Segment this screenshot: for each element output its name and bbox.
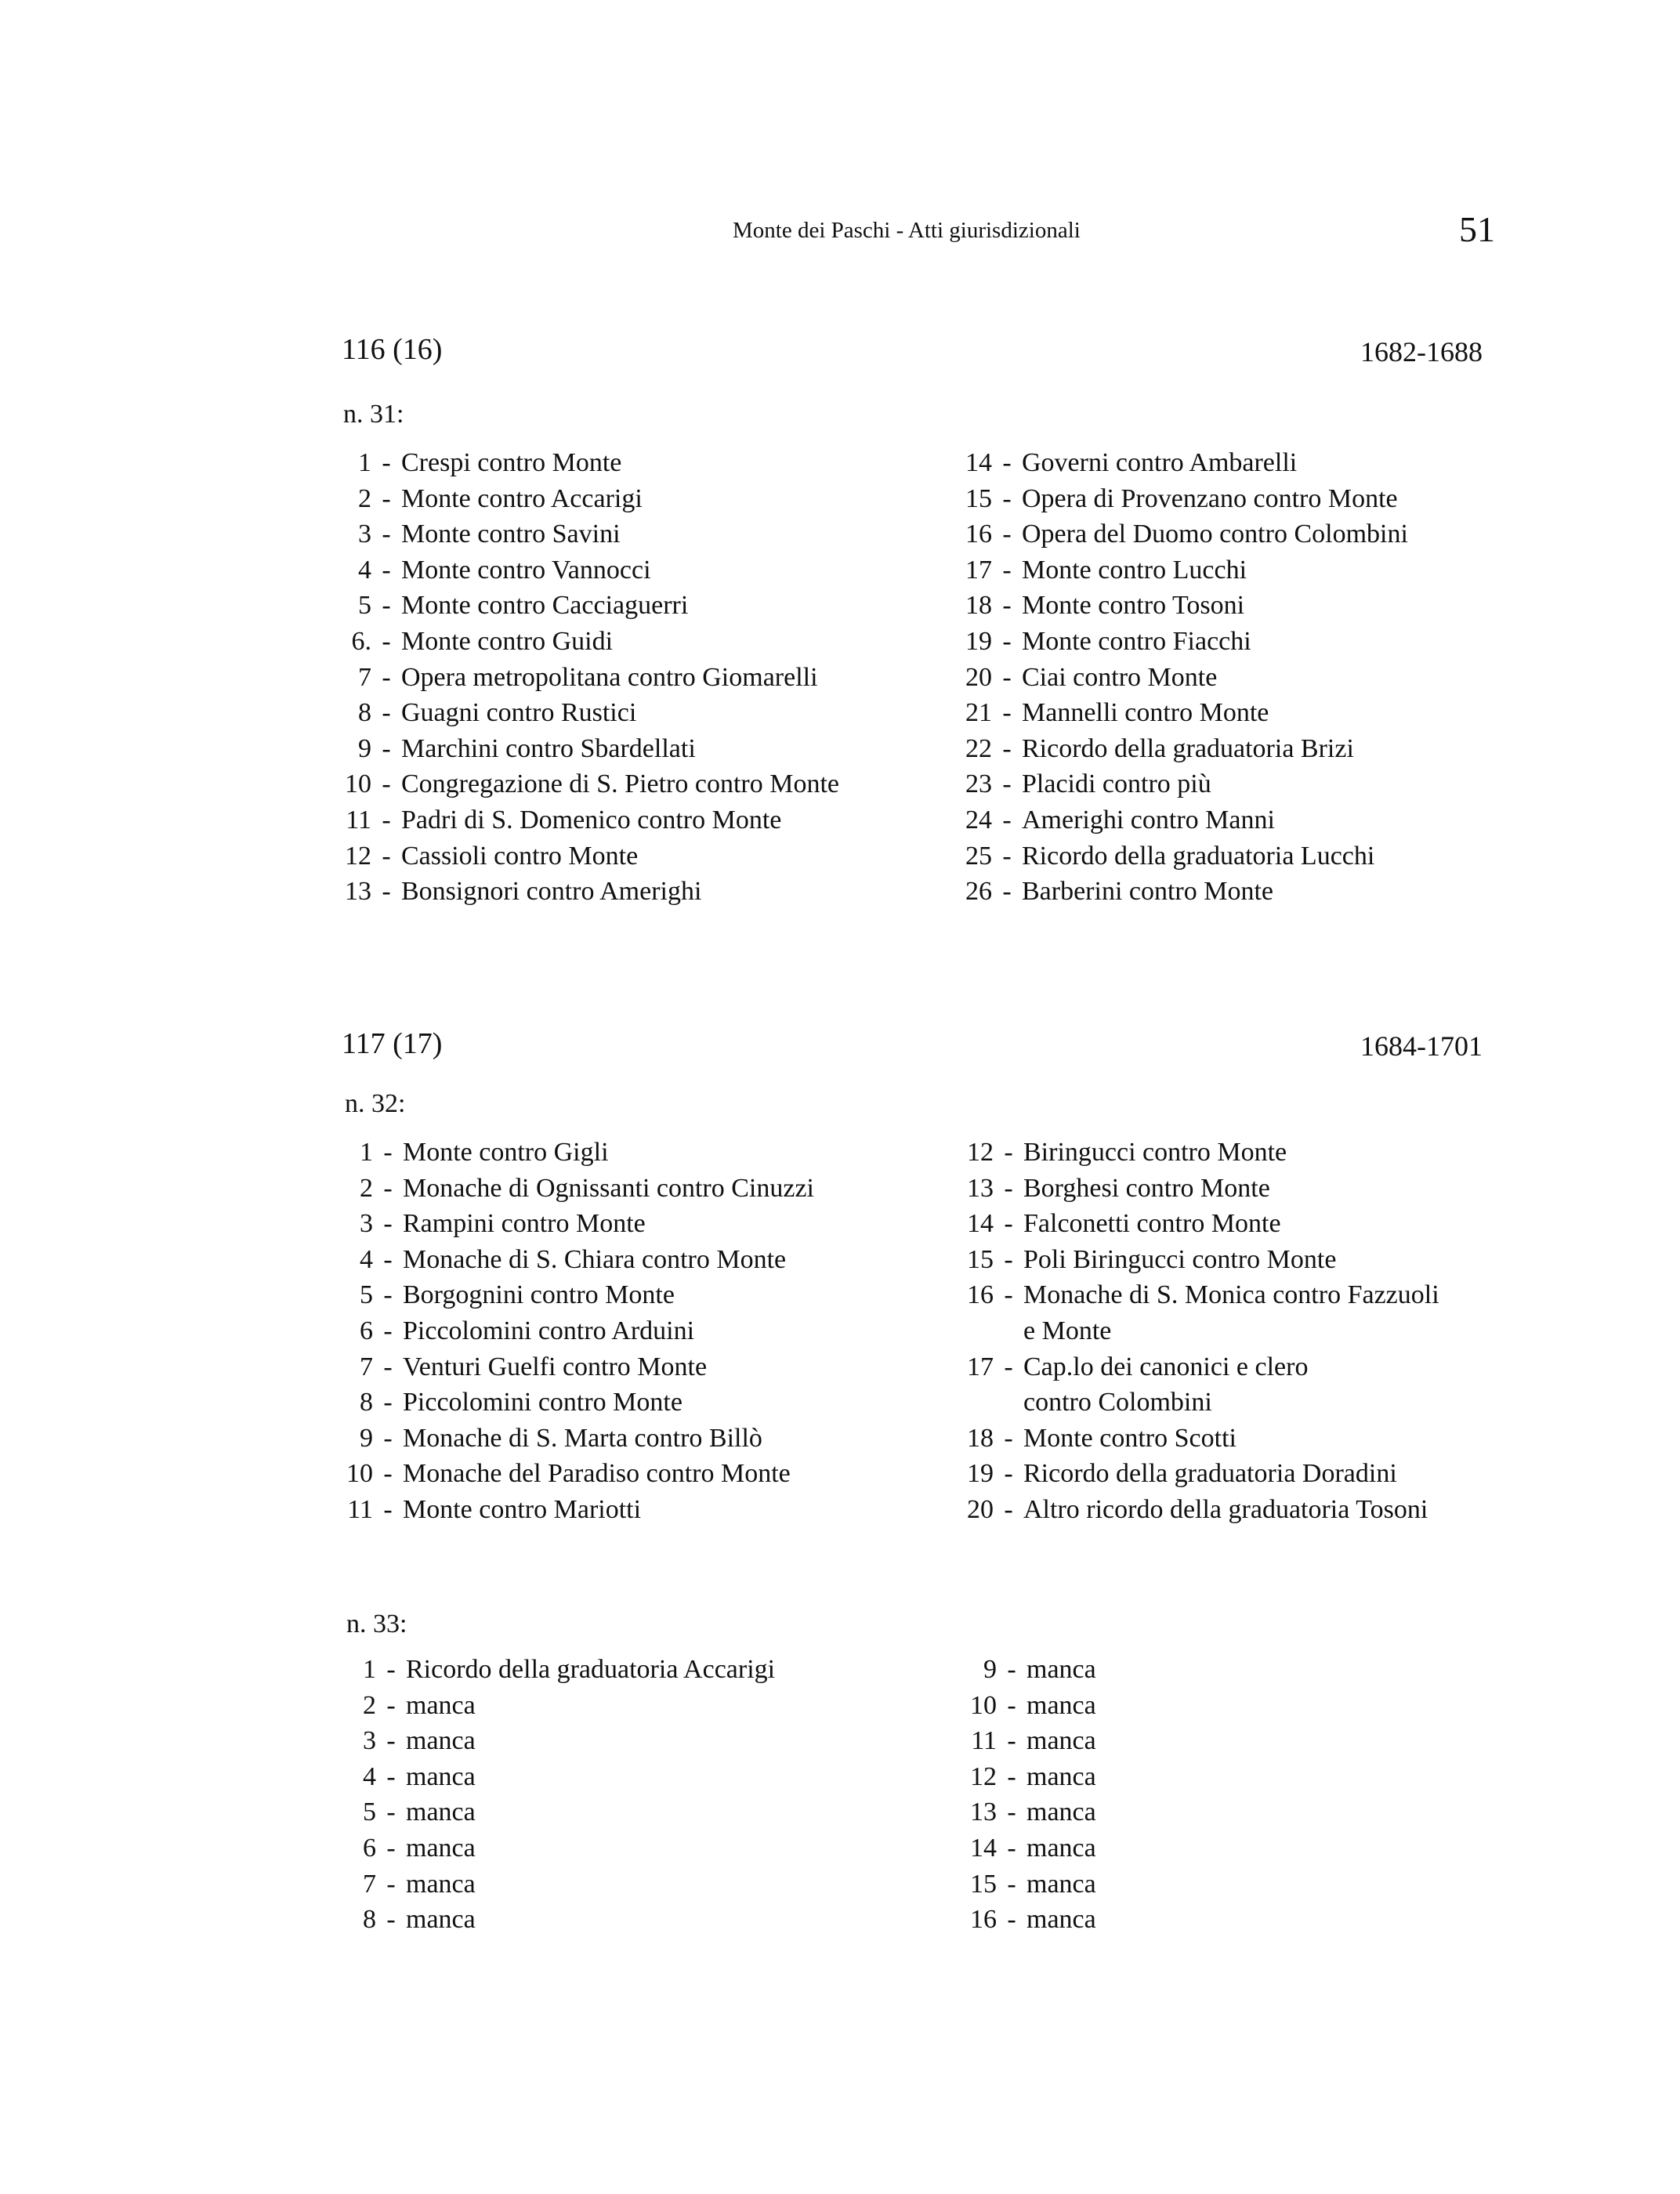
item-separator: - (1004, 1459, 1013, 1489)
item-separator: - (382, 626, 391, 656)
item-text: Opera del Duomo contro Colombini (1022, 520, 1408, 549)
item-text: Monte contro Cacciaguerri (401, 591, 689, 621)
item-text: Monte contro Lucchi (1022, 555, 1247, 585)
list-item (317, 874, 839, 910)
list-item (937, 660, 1408, 696)
list-item (942, 1866, 1096, 1903)
item-number: 9 (360, 1423, 373, 1453)
list-item (321, 1723, 775, 1759)
list-item (318, 1456, 814, 1492)
item-text: Ricordo della graduatoria Brizi (1022, 733, 1354, 763)
list-item (937, 766, 1408, 802)
list-item (939, 1349, 1439, 1385)
item-text: manca (406, 1798, 476, 1827)
list-item (942, 1688, 1096, 1724)
list-item (937, 802, 1408, 838)
item-text: Monte contro Scotti (1023, 1423, 1236, 1453)
item-separator: - (383, 1138, 393, 1167)
list-item (942, 1794, 1096, 1830)
item-text: Placidi contro più (1022, 769, 1211, 799)
item-separator: - (383, 1423, 393, 1453)
item-separator: - (1004, 1138, 1013, 1167)
item-text: Ricordo della graduatoria Doradini (1023, 1459, 1397, 1489)
item-text: Borgognini contro Monte (403, 1280, 675, 1310)
item-separator: - (1002, 733, 1012, 763)
item-number: 4 (360, 1244, 373, 1274)
item-separator: - (1002, 626, 1012, 656)
item-number: 17 (965, 555, 992, 585)
list-item (939, 1171, 1439, 1207)
item-separator: - (382, 662, 391, 692)
item-separator: - (1002, 662, 1012, 692)
list-item (321, 1902, 775, 1938)
item-separator: - (1004, 1494, 1013, 1524)
item-number: 4 (363, 1761, 376, 1791)
item-separator: - (1002, 591, 1012, 621)
list-item (937, 445, 1408, 481)
list-item (937, 695, 1408, 731)
item-text: Monte contro Accarigi (401, 483, 643, 513)
item-text: manca (1026, 1798, 1096, 1827)
item-separator: - (383, 1494, 393, 1524)
list-item (318, 1135, 814, 1171)
item-number: 15 (967, 1244, 994, 1274)
item-number: 16 (970, 1905, 997, 1935)
item-number: 12 (967, 1138, 994, 1167)
list-item (317, 552, 839, 588)
item-number: 20 (967, 1494, 994, 1524)
list-item (317, 445, 839, 481)
item-text: manca (406, 1833, 476, 1863)
item-separator: - (1004, 1244, 1013, 1274)
item-text: Monte contro Gigli (403, 1138, 609, 1167)
item-number: 8 (363, 1905, 376, 1935)
item-text: Borghesi contro Monte (1023, 1173, 1270, 1203)
item-text: Venturi Guelfi contro Monte (403, 1352, 708, 1381)
list-item (937, 731, 1408, 767)
list-item (318, 1385, 814, 1421)
item-number: 6 (363, 1833, 376, 1863)
item-separator: - (1004, 1280, 1013, 1310)
item-text: manca (1026, 1655, 1096, 1684)
item-separator: - (386, 1798, 396, 1827)
item-separator: - (386, 1690, 396, 1720)
item-separator: - (383, 1209, 393, 1239)
list-item (937, 838, 1408, 874)
item-text: Monache del Paradiso contro Monte (403, 1459, 791, 1489)
item-number: 11 (971, 1726, 997, 1756)
item-separator: - (386, 1655, 396, 1684)
list-item (939, 1242, 1439, 1278)
item-separator: - (1007, 1798, 1016, 1827)
list-item (318, 1492, 814, 1528)
list-item (321, 1688, 775, 1724)
item-text: Padri di S. Domenico contro Monte (401, 805, 782, 835)
item-number: 16 (967, 1280, 994, 1310)
item-separator: - (1004, 1209, 1013, 1239)
item-text: Monte contro Fiacchi (1022, 626, 1251, 656)
item-separator: - (383, 1280, 393, 1310)
running-title: Monte dei Paschi - Atti giurisdizionali (733, 218, 1081, 243)
item-separator: - (1002, 555, 1012, 585)
item-separator: - (1002, 448, 1012, 477)
item-separator: - (1007, 1726, 1016, 1756)
list-item (321, 1652, 775, 1688)
list-item (318, 1349, 814, 1385)
item-separator: - (386, 1905, 396, 1935)
item-text: Monte contro Vannocci (401, 555, 651, 585)
item-separator: - (382, 555, 391, 585)
item-number: 1 (363, 1655, 376, 1684)
list-item (942, 1830, 1096, 1866)
item-text: Monache di S. Chiara contro Monte (403, 1244, 787, 1274)
item-separator: - (386, 1726, 396, 1756)
item-number: 6. (351, 626, 371, 656)
list-item (317, 802, 839, 838)
list-item (321, 1759, 775, 1795)
item-text: Altro ricordo della graduatoria Tosoni (1023, 1494, 1428, 1524)
item-list-left (317, 445, 839, 910)
item-number: 4 (358, 555, 371, 585)
list-item (318, 1206, 814, 1242)
item-number: 22 (965, 733, 992, 763)
item-text: Ciai contro Monte (1022, 662, 1218, 692)
item-text: Monache di S. Monica contro Fazzuoli (1023, 1280, 1439, 1310)
item-text: Ricordo della graduatoria Lucchi (1022, 841, 1375, 871)
item-separator: - (1007, 1905, 1016, 1935)
item-separator: - (382, 698, 391, 728)
list-item (937, 874, 1408, 910)
item-number: 20 (965, 662, 992, 692)
item-separator: - (1002, 520, 1012, 549)
list-item (318, 1242, 814, 1278)
item-number: 13 (345, 877, 371, 907)
list-item (317, 624, 839, 660)
item-list-left (318, 1135, 814, 1528)
item-text: Opera metropolitana contro Giomarelli (401, 662, 818, 692)
list-item (939, 1492, 1439, 1528)
item-text: manca (406, 1690, 476, 1720)
item-text: Biringucci contro Monte (1023, 1138, 1287, 1167)
item-number: 3 (360, 1209, 373, 1239)
list-item (318, 1277, 814, 1313)
item-number: 16 (965, 520, 992, 549)
item-separator: - (1002, 769, 1012, 799)
item-separator: - (1002, 877, 1012, 907)
list-item (321, 1794, 775, 1830)
list-item (939, 1277, 1439, 1313)
item-number: 10 (345, 769, 371, 799)
list-item (321, 1830, 775, 1866)
item-text: Mannelli contro Monte (1022, 698, 1269, 728)
section-dates: 1682-1688 (1360, 336, 1483, 367)
item-number: 12 (970, 1761, 997, 1791)
item-text-continuation: e Monte (1023, 1316, 1112, 1345)
item-separator: - (382, 769, 391, 799)
item-text: Piccolomini contro Arduini (403, 1316, 695, 1345)
item-number: 23 (965, 769, 992, 799)
item-text: Ricordo della graduatoria Accarigi (406, 1655, 776, 1684)
item-text: Congregazione di S. Pietro contro Monte (401, 769, 840, 799)
item-separator: - (1002, 483, 1012, 513)
list-item (942, 1723, 1096, 1759)
item-number: 10 (970, 1690, 997, 1720)
item-separator: - (382, 448, 391, 477)
item-text: manca (1026, 1761, 1096, 1791)
item-number: 2 (360, 1173, 373, 1203)
item-number: 12 (345, 841, 371, 871)
item-text: Poli Biringucci contro Monte (1023, 1244, 1337, 1274)
list-item (939, 1206, 1439, 1242)
item-list-right (937, 445, 1408, 910)
item-separator: - (1004, 1173, 1013, 1203)
item-separator: - (1007, 1690, 1016, 1720)
item-number: 10 (346, 1459, 373, 1489)
item-text-continuation: contro Colombini (1023, 1388, 1212, 1417)
item-number: 5 (363, 1798, 376, 1827)
item-separator: - (1002, 805, 1012, 835)
item-number: 3 (358, 520, 371, 549)
item-text: manca (406, 1761, 476, 1791)
item-text: manca (1026, 1905, 1096, 1935)
item-number: 25 (965, 841, 992, 871)
item-separator: - (386, 1869, 396, 1899)
item-number: 18 (967, 1423, 994, 1453)
list-item (317, 838, 839, 874)
item-separator: - (386, 1833, 396, 1863)
item-text: Piccolomini contro Monte (403, 1388, 682, 1417)
item-number: 18 (965, 591, 992, 621)
item-number: 7 (358, 662, 371, 692)
item-separator: - (1004, 1423, 1013, 1453)
item-separator: - (386, 1761, 396, 1791)
item-text: manca (406, 1905, 476, 1935)
item-list-right (942, 1652, 1096, 1938)
item-text: Cap.lo dei canonici e clero (1023, 1352, 1309, 1381)
item-separator: - (383, 1316, 393, 1345)
item-text: manca (1026, 1690, 1096, 1720)
item-number: 15 (970, 1869, 997, 1899)
list-item (317, 588, 839, 624)
list-item (937, 516, 1408, 552)
item-number: 2 (363, 1690, 376, 1720)
item-separator: - (1007, 1655, 1016, 1684)
item-separator: - (382, 520, 391, 549)
item-number: 26 (965, 877, 992, 907)
item-separator: - (382, 805, 391, 835)
section-title: 117 (17) (342, 1027, 443, 1060)
item-number: 15 (965, 483, 992, 513)
item-text: manca (1026, 1726, 1096, 1756)
item-number: 11 (346, 805, 371, 835)
item-text: Monte contro Mariotti (403, 1494, 642, 1524)
list-item (317, 695, 839, 731)
item-separator: - (382, 877, 391, 907)
item-number: 11 (347, 1494, 373, 1524)
item-number: 3 (363, 1726, 376, 1756)
item-number: 7 (360, 1352, 373, 1381)
file-label: n. 31: (343, 400, 404, 429)
page-number: 51 (1459, 209, 1495, 249)
section-title: 116 (16) (342, 333, 443, 366)
list-item (937, 552, 1408, 588)
file-label: n. 32: (345, 1089, 406, 1118)
item-text: Monte contro Guidi (401, 626, 614, 656)
item-number: 8 (360, 1388, 373, 1417)
list-item (317, 516, 839, 552)
item-text: manca (406, 1869, 476, 1899)
item-separator: - (382, 591, 391, 621)
item-text: manca (1026, 1869, 1096, 1899)
item-separator: - (382, 841, 391, 871)
item-separator: - (382, 483, 391, 513)
list-item (939, 1135, 1439, 1171)
item-text: manca (1026, 1833, 1096, 1863)
item-text: Barberini contro Monte (1022, 877, 1274, 907)
item-text: Amerighi contro Manni (1022, 805, 1275, 835)
item-number: 21 (965, 698, 992, 728)
item-number: 1 (360, 1138, 373, 1167)
item-text: Cassioli contro Monte (401, 841, 639, 871)
file-label: n. 33: (346, 1609, 407, 1638)
item-text: Monache di Ognissanti contro Cinuzzi (403, 1173, 815, 1203)
item-separator: - (1007, 1869, 1016, 1899)
list-item (942, 1652, 1096, 1688)
list-item (318, 1313, 814, 1349)
list-item (317, 660, 839, 696)
list-item (939, 1421, 1439, 1457)
item-number: 14 (965, 448, 992, 477)
item-separator: - (383, 1173, 393, 1203)
item-text: Falconetti contro Monte (1023, 1209, 1281, 1239)
item-number: 1 (358, 448, 371, 477)
list-item (317, 731, 839, 767)
list-item (939, 1456, 1439, 1492)
section-dates: 1684-1701 (1360, 1030, 1483, 1062)
item-number: 7 (363, 1869, 376, 1899)
item-number: 9 (983, 1655, 997, 1684)
item-list-right (939, 1135, 1439, 1528)
list-item (321, 1866, 775, 1903)
item-text: Opera di Provenzano contro Monte (1022, 483, 1398, 513)
item-number: 6 (360, 1316, 373, 1345)
item-separator: - (1007, 1833, 1016, 1863)
list-item (937, 481, 1408, 517)
item-number: 9 (358, 733, 371, 763)
item-number: 8 (358, 698, 371, 728)
item-text: Crespi contro Monte (401, 448, 622, 477)
item-text: Monte contro Savini (401, 520, 621, 549)
list-item (942, 1902, 1096, 1938)
list-item (937, 588, 1408, 624)
item-number: 13 (970, 1798, 997, 1827)
item-separator: - (1002, 841, 1012, 871)
item-list-left (321, 1652, 775, 1938)
item-text: Governi contro Ambarelli (1022, 448, 1298, 477)
item-number: 19 (965, 626, 992, 656)
item-separator: - (1004, 1352, 1013, 1381)
item-text: Guagni contro Rustici (401, 698, 637, 728)
item-text: Marchini contro Sbardellati (401, 733, 696, 763)
item-separator: - (1002, 698, 1012, 728)
item-number: 2 (358, 483, 371, 513)
item-separator: - (383, 1352, 393, 1381)
list-item (937, 624, 1408, 660)
item-text: Monte contro Tosoni (1022, 591, 1245, 621)
item-number: 14 (967, 1209, 994, 1239)
item-text: Rampini contro Monte (403, 1209, 646, 1239)
item-number: 5 (360, 1280, 373, 1310)
list-item (318, 1421, 814, 1457)
item-separator: - (383, 1388, 393, 1417)
item-separator: - (383, 1459, 393, 1489)
list-item (318, 1171, 814, 1207)
item-number: 14 (970, 1833, 997, 1863)
list-item (317, 481, 839, 517)
item-text: manca (406, 1726, 476, 1756)
item-text: Monache di S. Marta contro Billò (403, 1423, 762, 1453)
item-separator: - (383, 1244, 393, 1274)
item-number: 13 (967, 1173, 994, 1203)
item-number: 19 (967, 1459, 994, 1489)
list-item (317, 766, 839, 802)
item-number: 5 (358, 591, 371, 621)
list-item (942, 1759, 1096, 1795)
item-separator: - (382, 733, 391, 763)
item-separator: - (1007, 1761, 1016, 1791)
item-number: 17 (967, 1352, 994, 1381)
item-text: Bonsignori contro Amerighi (401, 877, 702, 907)
item-number: 24 (965, 805, 992, 835)
